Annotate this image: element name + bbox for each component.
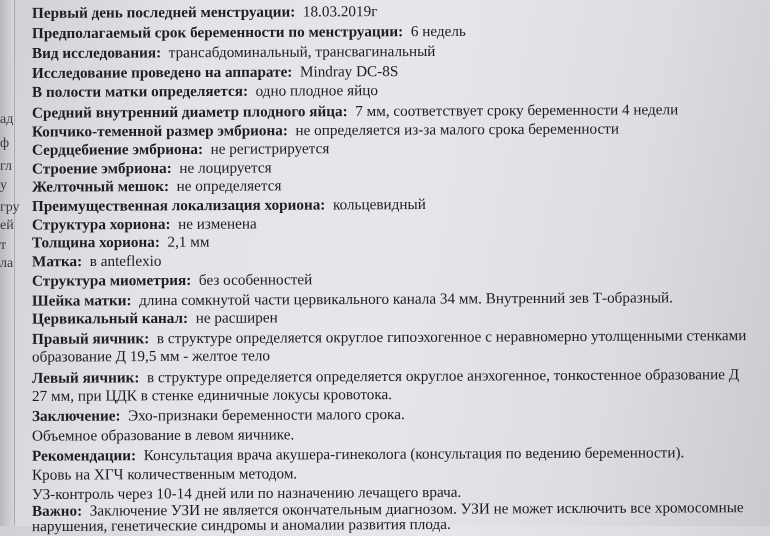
report-line-myometrium bbox=[32, 271, 312, 290]
report-line-cervix bbox=[32, 289, 673, 310]
field-value: Mindray DC-8S bbox=[299, 63, 399, 81]
margin-fragment: ей bbox=[0, 218, 14, 233]
report-line-heartbeat bbox=[32, 140, 329, 160]
margin-fragment: гл bbox=[0, 159, 13, 174]
report-line-right-ovary-cont bbox=[32, 347, 270, 366]
field-label: Вид исследования: bbox=[31, 44, 162, 63]
report-line-left-ovary-cont bbox=[32, 386, 392, 406]
field-label: Рекомендации: bbox=[31, 447, 137, 465]
field-value: нарушения, генетические синдромы и аномалии развития плода. bbox=[31, 515, 451, 536]
field-label: Исследование проведено на аппарате: bbox=[31, 63, 293, 82]
report-line-uterus bbox=[32, 253, 162, 272]
report-line-embryo-structure bbox=[32, 159, 272, 178]
field-label: Толщина хориона: bbox=[31, 233, 160, 252]
field-label: Шейка матки: bbox=[31, 292, 132, 310]
field-label: Желточный мешок: bbox=[31, 177, 170, 196]
report-line-exam-type bbox=[32, 43, 436, 63]
field-value: Заключение УЗИ не является окончательным диагнозом. УЗИ не может исключить все хромосомные bbox=[89, 499, 744, 520]
report-line-uterine-cavity bbox=[32, 82, 378, 102]
margin-fragment: ла bbox=[0, 256, 14, 271]
field-value: кольцевидный bbox=[332, 195, 426, 214]
field-value: образование Д 19,5 мм - желтое тело bbox=[31, 347, 271, 366]
report-line-device bbox=[32, 63, 398, 83]
field-value: в структуре определяется определяется округлое анэхогенное, тонкостенное образование Д bbox=[146, 366, 740, 387]
report-line-right-ovary bbox=[32, 327, 746, 349]
field-value: 6 недель bbox=[410, 22, 466, 41]
field-value: длина сомкнутой части цервикального канала 34 мм. Внутренний зев Т-образный. bbox=[139, 289, 674, 310]
margin-fragment: ф bbox=[0, 136, 10, 151]
field-value: не лоцируется bbox=[179, 159, 272, 177]
field-value: не определяется bbox=[176, 177, 282, 195]
report-line-recommendations bbox=[32, 444, 684, 465]
report-line-conclusion-cont bbox=[32, 426, 294, 445]
margin-fragment: гру bbox=[0, 200, 20, 215]
field-value: Эхо-признаки беременности малого срока. bbox=[128, 406, 405, 425]
field-label: Цервикальный канал: bbox=[31, 309, 189, 328]
field-value: не изменена bbox=[178, 215, 257, 233]
margin-fragment: у bbox=[0, 178, 7, 193]
field-label: Матка: bbox=[31, 253, 83, 271]
report-line-chorion-location bbox=[32, 196, 426, 216]
field-label: Сердцебиение эмбриона: bbox=[31, 140, 204, 159]
field-label: Средний внутренний диаметр плодного яйца: bbox=[31, 103, 348, 122]
field-label: Копчико-теменной размер эмбриона: bbox=[31, 122, 288, 141]
field-value: 7 мм, соответствует сроку беременности 4 недели bbox=[355, 101, 679, 120]
field-label: Первый день последней менструации: bbox=[31, 3, 296, 22]
field-value: в anteflexio bbox=[89, 252, 162, 271]
report-line-lmp bbox=[32, 3, 378, 23]
field-value: трансабдоминальный, трансвагинальный bbox=[168, 42, 436, 62]
field-label: Важно: bbox=[31, 502, 83, 520]
report-line-chorion-structure bbox=[32, 215, 257, 234]
report-line-cervical-canal bbox=[32, 309, 278, 328]
field-value: не определяется из-за малого срока беременности bbox=[295, 120, 619, 140]
field-value: одно плодное яйцо bbox=[255, 82, 378, 100]
margin-fragment: т bbox=[0, 238, 7, 253]
field-value: без особенностей bbox=[198, 271, 313, 289]
margin-fragment: ад bbox=[0, 112, 14, 127]
field-value: 2,1 мм bbox=[167, 233, 210, 251]
report-line-yolk-sac bbox=[32, 177, 282, 196]
field-label: Заключение: bbox=[31, 407, 121, 425]
report-line-recommendations-hcg bbox=[32, 465, 297, 484]
report-line-conclusion bbox=[32, 406, 405, 426]
field-value: Объемное образование в левом яичнике. bbox=[31, 426, 295, 445]
field-value: Консультация врача акушера-гинеколога (консультация по ведению беременности). bbox=[143, 444, 685, 465]
field-label: Преимущественная локализация хориона: bbox=[31, 196, 326, 216]
field-value: Кровь на ХГЧ количественным методом. bbox=[31, 465, 298, 484]
field-label: Левый яичник: bbox=[31, 369, 140, 387]
field-label: Структура хориона: bbox=[31, 215, 171, 234]
field-label: Предполагаемый срок беременности по менструации: bbox=[31, 23, 404, 43]
ultrasound-report-page bbox=[12, 0, 770, 536]
field-value: в структуре определяется округлое гипоэхогенное с неравномерно утолщенными стенками bbox=[156, 327, 747, 348]
field-value: не расширен bbox=[195, 309, 278, 327]
field-value: не регистрируется bbox=[210, 140, 330, 158]
field-label: Правый яичник: bbox=[31, 330, 150, 348]
report-line-chorion-thickness bbox=[32, 234, 210, 253]
field-label: Структура миометрия: bbox=[31, 271, 192, 290]
field-value: 18.03.2019г bbox=[302, 3, 378, 21]
field-label: Строение эмбриона: bbox=[31, 159, 172, 178]
report-line-left-ovary bbox=[32, 366, 739, 388]
report-line-sac-diameter bbox=[32, 101, 678, 122]
report-line-crl bbox=[32, 120, 619, 141]
report-line-gestational-age bbox=[32, 23, 466, 43]
field-value: 27 мм, при ЦДК в стенке единичные локусы кровотока. bbox=[31, 386, 393, 405]
field-label: В полости матки определяется: bbox=[31, 82, 249, 101]
field-value: УЗ-контроль через 10-14 дней или по назначению лечащего врача. bbox=[31, 483, 462, 504]
